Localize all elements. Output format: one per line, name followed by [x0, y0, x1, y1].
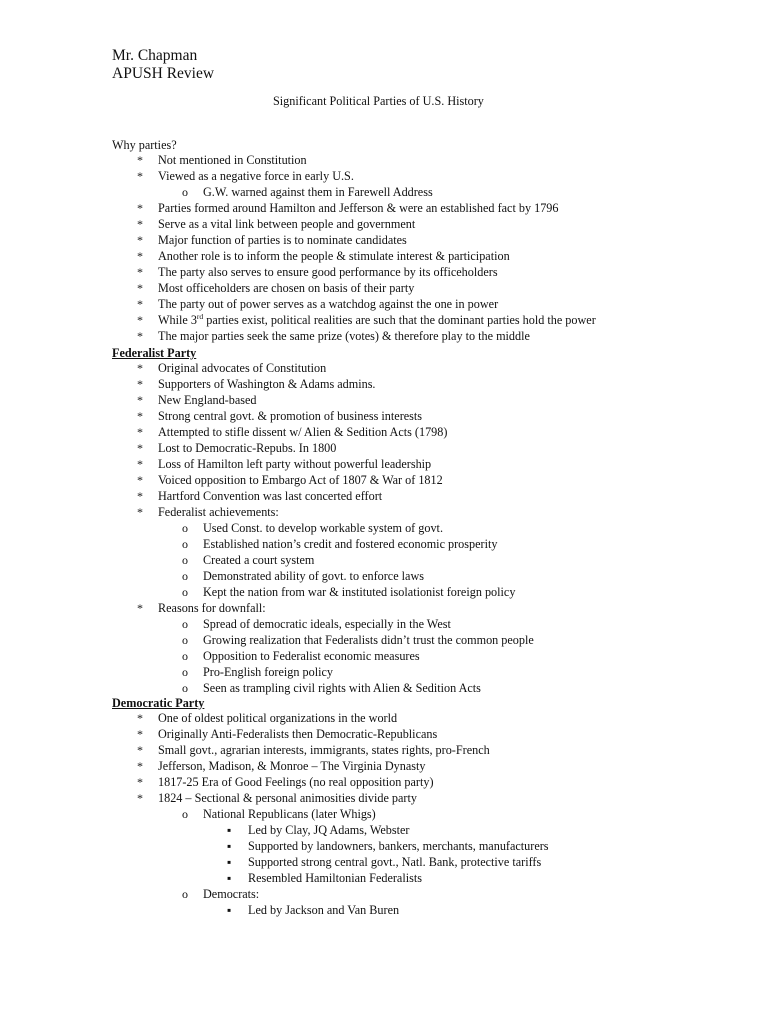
list-item: Loss of Hamilton left party without powerful leadership	[158, 457, 432, 471]
list-item: Seen as trampling civil rights with Alien & Sedition Acts	[203, 681, 481, 695]
list-item: One of oldest political organizations in the world	[158, 711, 398, 725]
star-bullet: *	[137, 393, 143, 407]
list-item: Supporters of Washington & Adams admins.	[158, 377, 376, 391]
list-item: Serve as a vital link between people and government	[158, 217, 416, 231]
list-item: Originally Anti-Federalists then Democratic-Republicans	[158, 727, 438, 741]
list-item: Pro-English foreign policy	[203, 665, 333, 679]
course-name: APUSH Review	[112, 65, 215, 82]
list-item: Viewed as a negative force in early U.S.	[158, 169, 354, 183]
list-item: Led by Clay, JQ Adams, Webster	[248, 823, 410, 837]
list-item: Created a court system	[203, 553, 315, 567]
author-name: Mr. Chapman	[112, 47, 198, 64]
list-item: Voiced opposition to Embargo Act of 1807 & War of 1812	[158, 473, 443, 487]
list-item: The party out of power serves as a watchdog against the one in power	[158, 297, 499, 311]
list-item: Small govt., agrarian interests, immigrants, states rights, pro-French	[158, 743, 490, 757]
list-item: Kept the nation from war & instituted isolationist foreign policy	[203, 585, 516, 599]
star-bullet: *	[137, 473, 143, 487]
list-item: Attempted to stifle dissent w/ Alien & Sedition Acts (1798)	[158, 425, 448, 439]
star-bullet: *	[137, 425, 143, 439]
list-item: Lost to Democratic-Repubs. In 1800	[158, 441, 337, 455]
circle-bullet: o	[182, 665, 188, 679]
list-item: Most officeholders are chosen on basis of their party	[158, 281, 415, 295]
circle-bullet: o	[182, 633, 188, 647]
circle-bullet: o	[182, 521, 188, 535]
list-item: Supported strong central govt., Natl. Bank, protective tariffs	[248, 855, 542, 869]
star-bullet: *	[137, 249, 143, 263]
list-item: Led by Jackson and Van Buren	[248, 903, 400, 917]
list-item: New England-based	[158, 393, 257, 407]
superscript-text: rd	[196, 312, 204, 321]
section-heading-democratic-party: Democratic Party	[112, 696, 205, 710]
star-bullet: *	[137, 217, 143, 231]
list-item: 1817-25 Era of Good Feelings (no real opposition party)	[158, 775, 434, 789]
list-item: Established nation’s credit and fostered economic prosperity	[203, 537, 498, 551]
square-bullet: ▪	[227, 871, 232, 885]
square-bullet: ▪	[227, 855, 232, 869]
list-item-text: parties exist, political realities are such that the dominant parties hold the power	[203, 313, 596, 327]
star-bullet: *	[137, 377, 143, 391]
circle-bullet: o	[182, 569, 188, 583]
document-title: Significant Political Parties of U.S. History	[273, 94, 484, 108]
list-item: Jefferson, Madison, & Monroe – The Virginia Dynasty	[158, 759, 426, 773]
list-item: Major function of parties is to nominate candidates	[158, 233, 407, 247]
star-bullet: *	[137, 265, 143, 279]
list-item: Not mentioned in Constitution	[158, 153, 307, 167]
list-item: Reasons for downfall:	[158, 601, 266, 615]
star-bullet: *	[137, 313, 143, 327]
star-bullet: *	[137, 297, 143, 311]
list-item: Supported by landowners, bankers, merchants, manufacturers	[248, 839, 549, 853]
star-bullet: *	[137, 441, 143, 455]
square-bullet: ▪	[227, 903, 232, 917]
star-bullet: *	[137, 489, 143, 503]
list-item: G.W. warned against them in Farewell Address	[203, 185, 433, 199]
list-item	[158, 312, 596, 328]
list-item: Demonstrated ability of govt. to enforce laws	[203, 569, 425, 583]
star-bullet: *	[137, 201, 143, 215]
star-bullet: *	[137, 457, 143, 471]
list-item: Growing realization that Federalists didn’t trust the common people	[203, 633, 534, 647]
circle-bullet: o	[182, 807, 188, 821]
list-item: Used Const. to develop workable system of govt.	[203, 521, 443, 535]
star-bullet: *	[137, 409, 143, 423]
list-item: Spread of democratic ideals, especially in the West	[203, 617, 451, 631]
star-bullet: *	[137, 743, 143, 757]
circle-bullet: o	[182, 585, 188, 599]
square-bullet: ▪	[227, 839, 232, 853]
star-bullet: *	[137, 759, 143, 773]
star-bullet: *	[137, 775, 143, 789]
star-bullet: *	[137, 361, 143, 375]
circle-bullet: o	[182, 887, 188, 901]
star-bullet: *	[137, 233, 143, 247]
section-heading-federalist-party: Federalist Party	[112, 346, 197, 360]
list-item: Resembled Hamiltonian Federalists	[248, 871, 422, 885]
star-bullet: *	[137, 153, 143, 167]
star-bullet: *	[137, 791, 143, 805]
list-item: National Republicans (later Whigs)	[203, 807, 376, 821]
section-heading-why-parties: Why parties?	[112, 138, 177, 152]
list-item-text: While 3	[158, 313, 197, 327]
star-bullet: *	[137, 727, 143, 741]
circle-bullet: o	[182, 185, 188, 199]
circle-bullet: o	[182, 553, 188, 567]
list-item: Parties formed around Hamilton and Jefferson & were an established fact by 1796	[158, 201, 559, 215]
star-bullet: *	[137, 169, 143, 183]
circle-bullet: o	[182, 649, 188, 663]
star-bullet: *	[137, 505, 143, 519]
list-item: Strong central govt. & promotion of business interests	[158, 409, 423, 423]
circle-bullet: o	[182, 537, 188, 551]
list-item: Opposition to Federalist economic measures	[203, 649, 420, 663]
circle-bullet: o	[182, 617, 188, 631]
list-item: Original advocates of Constitution	[158, 361, 327, 375]
list-item: Federalist achievements:	[158, 505, 279, 519]
list-item: The party also serves to ensure good performance by its officeholders	[158, 265, 498, 279]
square-bullet: ▪	[227, 823, 232, 837]
list-item: 1824 – Sectional & personal animosities divide party	[158, 791, 417, 805]
star-bullet: *	[137, 281, 143, 295]
star-bullet: *	[137, 711, 143, 725]
list-item: Democrats:	[203, 887, 260, 901]
list-item: Another role is to inform the people & stimulate interest & participation	[158, 249, 510, 263]
circle-bullet: o	[182, 681, 188, 695]
list-item: Hartford Convention was last concerted effort	[158, 489, 383, 503]
list-item: The major parties seek the same prize (votes) & therefore play to the middle	[158, 329, 530, 343]
star-bullet: *	[137, 601, 143, 615]
star-bullet: *	[137, 329, 143, 343]
